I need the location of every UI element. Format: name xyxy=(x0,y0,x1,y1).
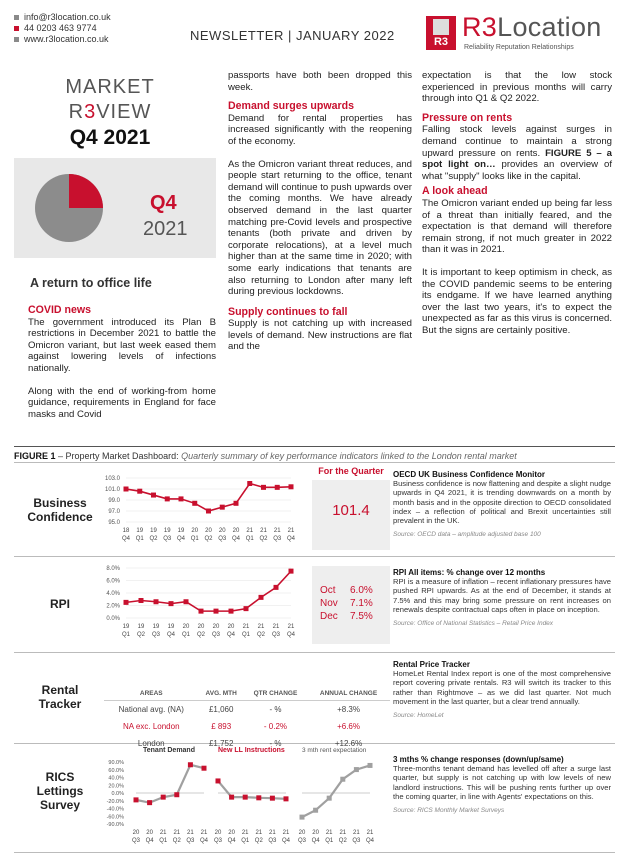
data-point xyxy=(139,598,144,603)
x-tick-label: 20 xyxy=(182,624,190,630)
x-tick-label: 18 xyxy=(122,528,130,534)
x-tick-label: Q1 xyxy=(190,536,199,542)
logo-wordmark: R3Location xyxy=(462,12,602,42)
y-tick-label: -20.0% xyxy=(106,798,124,805)
data-point xyxy=(244,606,249,611)
business-desc: OECD UK Business Confidence Monitor Business confidence is now flattening and despite a slight nudge upwards in Q4 2021, it is trending downwards on a month by month basis and in the opposite direction to OECD consolidated index – a reflection of political and Brexit uncertainties still prevalent in the UK. Source: OECD data – amplitude adjusted base 100 xyxy=(393,470,611,539)
y-tick-label: 103.0 xyxy=(104,476,120,482)
x-tick-label: Q1 xyxy=(135,536,144,542)
rics-title-rent: 3 mth rent expectation xyxy=(302,747,367,754)
x-tick-label: Q4 xyxy=(286,536,296,542)
y-tick-label: 60.0% xyxy=(108,767,124,774)
business-confidence-chart xyxy=(100,470,305,552)
x-tick-label: Q4 xyxy=(231,536,241,542)
x-tick-label: Q3 xyxy=(273,536,282,542)
x-tick-label: 20 xyxy=(205,528,212,534)
data-point xyxy=(216,778,221,783)
data-point xyxy=(368,763,373,768)
col-header: ANNUAL CHANGE xyxy=(307,687,390,701)
y-tick-label: 95.0 xyxy=(108,520,120,526)
data-point xyxy=(188,762,193,767)
data-point xyxy=(256,795,261,800)
x-tick-label: 21 xyxy=(159,830,167,836)
data-point xyxy=(247,481,252,486)
x-tick-label: 20 xyxy=(218,528,226,534)
x-tick-label: 19 xyxy=(152,624,160,630)
x-tick-label: 21 xyxy=(287,624,295,630)
x-tick-label: 21 xyxy=(187,830,194,836)
divider xyxy=(14,446,615,447)
rpi-month-value: Dec 7.5% xyxy=(320,611,373,622)
x-tick-label: Q1 xyxy=(159,838,168,844)
data-point xyxy=(313,808,318,813)
data-point xyxy=(147,800,152,805)
data-point xyxy=(214,609,219,614)
x-tick-label: 20 xyxy=(228,830,235,836)
logo-box: R3 xyxy=(426,16,456,50)
x-tick-label: 20 xyxy=(298,830,306,836)
x-tick-label: 20 xyxy=(232,528,240,534)
x-tick-label: 21 xyxy=(339,830,347,836)
y-tick-label: 2.0% xyxy=(106,603,120,610)
data-point xyxy=(184,599,189,604)
rpi-chart xyxy=(100,562,305,648)
data-point xyxy=(327,796,332,801)
data-point xyxy=(289,484,294,489)
x-tick-label: 21 xyxy=(287,528,295,534)
row-label-rpi: RPI xyxy=(49,597,70,611)
data-point xyxy=(284,796,289,801)
x-tick-label: Q2 xyxy=(196,632,206,638)
x-tick-label: 19 xyxy=(136,528,144,534)
x-tick-label: 21 xyxy=(260,528,267,534)
data-point xyxy=(192,501,197,506)
x-tick-label: Q2 xyxy=(254,838,263,844)
for-the-quarter: For the Quarter xyxy=(318,466,384,476)
x-tick-label: Q3 xyxy=(352,838,361,844)
x-tick-label: Q3 xyxy=(213,838,223,844)
x-tick-label: Q4 xyxy=(145,838,154,844)
x-tick-label: 20 xyxy=(312,830,319,836)
r3-logo xyxy=(426,12,616,52)
x-tick-label: Q2 xyxy=(338,838,347,844)
data-point xyxy=(174,792,179,797)
column-3: expectation is that the low stock experienced in previous months will carry through into Q1 & Q2 2022. Pressure on rents Falling stock levels against surges in demand continue to maintain a strong upward pressure on rents. FIGURE 5 – a spot light on… provides an overview of what "supply" looks like in the capital. A look ahead The Omicron variant ended up being far less of a threat than initially feared, and the expectation is that demand will therefore remain strong, if not much greater in 2022 than it was in 2021. It is important to keep optimism in check, as the COVID pandemic seems to be entering its endgame. If we have learned anything over the last two years, it's to expect the unexpected as far as this virus is concerned. But the signs are certainly positive. xyxy=(422,70,613,336)
col-header: AVG. MTH xyxy=(199,687,244,701)
x-tick-label: 21 xyxy=(257,624,265,630)
x-tick-label: 20 xyxy=(212,624,220,630)
data-point xyxy=(199,609,204,614)
x-tick-label: Q4 xyxy=(281,838,291,844)
x-tick-label: 21 xyxy=(173,830,181,836)
x-tick-label: Q2 xyxy=(136,632,146,638)
series-line xyxy=(218,781,286,799)
x-tick-label: Q1 xyxy=(121,632,131,638)
x-tick-label: Q3 xyxy=(211,632,221,638)
x-tick-label: 20 xyxy=(227,624,235,630)
data-point xyxy=(151,493,156,498)
series-line xyxy=(136,765,204,803)
y-tick-label: 20.0% xyxy=(108,783,124,790)
rics-title-tenant: Tenant Demand xyxy=(143,747,195,754)
data-point xyxy=(154,599,159,604)
y-tick-label: 97.0 xyxy=(108,509,120,515)
col-header: QTR CHANGE xyxy=(244,687,307,701)
x-tick-label: Q4 xyxy=(365,838,375,844)
rics-title-instructions: New LL Instructions xyxy=(218,747,285,754)
table-row: London £1,752 - % +12.6% xyxy=(137,739,363,748)
rental-desc: Rental Price Tracker HomeLet Rental Index report is one of the most comprehensive report covering private rentals. R3 will switch its tracker to this rather than Rightmove – as we did last quarter. Not much movement in the last quarter, but a clear trend annually. Source: HomeLet xyxy=(393,660,611,720)
y-tick-label: 6.0% xyxy=(106,578,120,585)
data-point xyxy=(354,767,359,772)
series-line xyxy=(126,484,291,512)
x-tick-label: 21 xyxy=(242,624,250,630)
figure-title: FIGURE 1 – Property Market Dashboard: Quarterly summary of key performance indicators linked to the London rental market xyxy=(14,451,517,461)
data-point xyxy=(134,797,139,802)
data-point xyxy=(300,815,305,820)
y-tick-label: 101.0 xyxy=(104,487,120,493)
data-point xyxy=(340,777,345,782)
x-tick-label: Q4 xyxy=(176,536,186,542)
y-tick-label: 0.0% xyxy=(106,616,120,622)
data-point xyxy=(270,796,275,801)
x-tick-label: Q3 xyxy=(271,632,281,638)
x-tick-label: Q4 xyxy=(311,838,320,844)
x-tick-label: Q4 xyxy=(166,632,176,638)
logo-tagline: Reliability Reputation Relationships xyxy=(464,44,574,51)
x-tick-label: 21 xyxy=(269,830,276,836)
series-line xyxy=(302,765,370,817)
y-tick-label: 99.0 xyxy=(108,498,120,504)
x-tick-label: Q1 xyxy=(241,838,250,844)
data-point xyxy=(234,501,239,506)
divider xyxy=(14,556,615,557)
x-tick-label: Q2 xyxy=(172,838,181,844)
x-tick-label: 21 xyxy=(282,830,290,836)
contact-block xyxy=(14,12,111,45)
x-tick-label: 21 xyxy=(353,830,360,836)
x-tick-label: 19 xyxy=(137,624,145,630)
data-point xyxy=(229,795,234,800)
x-tick-label: 21 xyxy=(246,528,254,534)
rental-table xyxy=(104,687,390,752)
row-label-rics: RICS Lettings Survey xyxy=(36,770,84,812)
y-tick-label: -40.0% xyxy=(106,806,124,813)
data-point xyxy=(165,496,170,501)
x-tick-label: Q3 xyxy=(131,838,141,844)
bullet-icon xyxy=(14,15,19,20)
data-point xyxy=(202,766,207,771)
bullet-icon xyxy=(14,26,19,31)
x-tick-label: 19 xyxy=(122,624,130,630)
y-tick-label: 0.0% xyxy=(111,791,124,797)
y-tick-label: 40.0% xyxy=(108,775,124,782)
x-tick-label: 21 xyxy=(366,830,374,836)
data-point xyxy=(289,569,294,574)
rpi-desc: RPI All items: % change over 12 months RPI is a measure of inflation – recent inflationary pressures have pushed RPI upwards. As at the end of December, it stands at 7.5% and this may bring some pressure on rent increases on renewals despite contractual caps often in place on inception. Source: Office of National Statistics – Retail Price Index xyxy=(393,568,611,628)
x-tick-label: Q3 xyxy=(268,838,277,844)
x-tick-label: 21 xyxy=(272,624,280,630)
data-point xyxy=(220,505,225,510)
data-point xyxy=(259,595,264,600)
x-tick-label: 19 xyxy=(177,528,185,534)
bullet-icon xyxy=(14,37,19,42)
x-tick-label: Q1 xyxy=(245,536,254,542)
data-point xyxy=(124,600,129,605)
row-label-rental: Rental Tracker xyxy=(38,683,82,711)
y-tick-label: -60.0% xyxy=(106,814,124,821)
x-tick-label: 21 xyxy=(241,830,249,836)
rpi-value-box xyxy=(312,566,390,644)
col-header: AREAS xyxy=(104,687,199,701)
business-value: 101.4 xyxy=(332,502,370,519)
x-tick-label: Q2 xyxy=(259,536,268,542)
x-tick-label: Q4 xyxy=(121,536,131,542)
data-point xyxy=(261,485,266,490)
divider xyxy=(14,462,615,463)
x-tick-label: 19 xyxy=(167,624,175,630)
x-tick-label: Q2 xyxy=(149,536,158,542)
x-tick-label: 21 xyxy=(200,830,208,836)
newsletter-title: NEWSLETTER | JANUARY 2022 xyxy=(190,28,395,43)
y-tick-label: 90.0% xyxy=(108,760,124,766)
series-line xyxy=(126,571,291,611)
x-tick-label: Q3 xyxy=(186,838,195,844)
column-1: COVID news The government introduced its Plan B restrictions in December 2021 to battle the Omicron variant, but last week eased them against lowering levels of infections nationally. Along with the end of working-from home guidance, requirements in England for face masks and Covid xyxy=(28,304,216,420)
x-tick-label: 19 xyxy=(150,528,157,534)
y-tick-label: -90.0% xyxy=(106,822,124,828)
x-tick-label: 20 xyxy=(214,830,222,836)
x-tick-label: 20 xyxy=(146,830,153,836)
x-tick-label: Q1 xyxy=(325,838,334,844)
x-tick-label: Q1 xyxy=(241,632,251,638)
x-tick-label: Q4 xyxy=(226,632,236,638)
section-title: A return to office life xyxy=(30,276,152,290)
y-tick-label: 8.0% xyxy=(106,566,120,572)
pie-icon xyxy=(14,158,216,258)
quarter-year: 2021 xyxy=(143,218,188,240)
x-tick-label: Q2 xyxy=(204,536,213,542)
data-point xyxy=(275,485,280,490)
rpi-month-value: Nov 7.1% xyxy=(320,598,373,609)
rpi-month-value: Oct 6.0% xyxy=(320,585,373,596)
data-point xyxy=(206,509,211,514)
contact-email[interactable]: info@r3location.co.uk xyxy=(24,12,111,22)
x-tick-label: Q3 xyxy=(218,536,227,542)
x-tick-label: Q1 xyxy=(181,632,191,638)
data-point xyxy=(137,489,142,494)
x-tick-label: 20 xyxy=(191,528,199,534)
data-point xyxy=(274,585,279,590)
x-tick-label: 21 xyxy=(325,830,333,836)
column-2: passports have both been dropped this week. Demand surges upwards Demand for rental properties has increased significantly with the reopening of the economy. As the Omicron variant threat reduces, and people start returning to the office, tenant demand will continue to push upwards over the coming months. We have already observed demand in the last quarter matching pre-Covid levels and prospective tenants (both private and driven by corporate relocations), at a level much higher than at the same time in 2020; with some early indications that tenants are also returning to London after many left during previous lockdowns. Supply continues to fall Supply is not catching up with increased levels of demand. New instructions are flat and the xyxy=(228,70,412,353)
data-point xyxy=(169,601,174,606)
divider xyxy=(14,652,615,653)
row-label-business: Business Confidence xyxy=(27,496,93,524)
rics-charts xyxy=(96,756,386,848)
data-point xyxy=(179,496,184,501)
data-point xyxy=(161,795,166,800)
quarter-badge xyxy=(14,158,216,258)
x-tick-label: 21 xyxy=(273,528,281,534)
rics-desc: 3 mths % change responses (down/up/same) Three-months tenant demand has levelled off after a surge last quarter, but supply is not catching up with low levels of new landlord instructions. This will be pushing rents further up over the coming quarter, in line with Agents' expectations on this. Source: RICS Monthly Market Surveys xyxy=(393,755,611,815)
contact-web[interactable]: www.r3location.co.uk xyxy=(24,34,109,44)
x-tick-label: Q3 xyxy=(297,838,307,844)
contact-phone[interactable]: 44 0203 463 9774 xyxy=(24,23,97,33)
x-tick-label: Q4 xyxy=(199,838,209,844)
x-tick-label: Q3 xyxy=(163,536,172,542)
table-row: NA exc. London £ 893 - 0.2% +6.6% xyxy=(123,722,360,731)
data-point xyxy=(243,795,248,800)
data-point xyxy=(229,609,234,614)
market-review-title: MARKET R3VIEW Q4 2021 xyxy=(65,76,155,149)
quarter-label: Q4 xyxy=(150,192,177,214)
x-tick-label: 19 xyxy=(163,528,171,534)
divider xyxy=(14,852,615,853)
x-tick-label: Q4 xyxy=(286,632,296,638)
x-tick-label: 20 xyxy=(197,624,205,630)
x-tick-label: 20 xyxy=(132,830,140,836)
x-tick-label: Q2 xyxy=(256,632,266,638)
x-tick-label: Q3 xyxy=(151,632,161,638)
x-tick-label: 21 xyxy=(255,830,263,836)
data-point xyxy=(124,487,129,492)
x-tick-label: Q4 xyxy=(227,838,236,844)
y-tick-label: 4.0% xyxy=(106,591,120,597)
table-row: National avg. (NA) £1,060 - % +8.3% xyxy=(118,705,360,714)
business-value-box xyxy=(312,480,390,550)
